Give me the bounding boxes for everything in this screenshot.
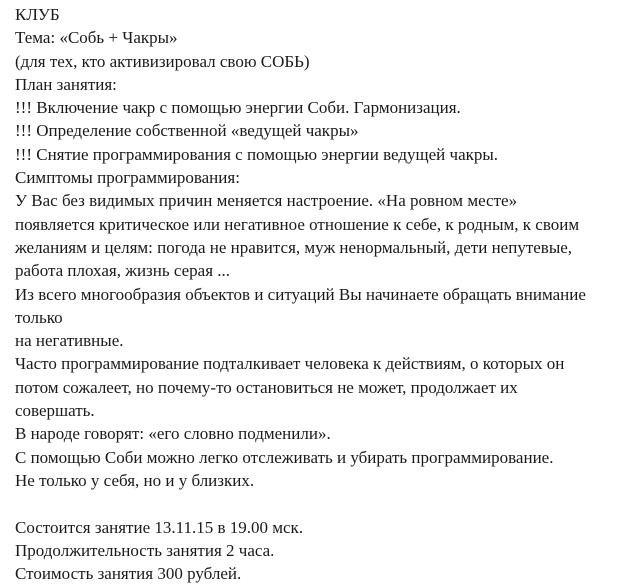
text-line: У Вас без видимых причин меняется настроение. «На ровном месте» — [15, 191, 518, 211]
text-line: желаниям и целям: погода не нравится, муж ненормальный, дети непутевые, — [15, 237, 573, 257]
text-line: потом сожалеет, но почему-то остановиться не может, продолжает их — [15, 377, 518, 397]
text-line: только — [15, 307, 63, 327]
text-line: С помощью Соби можно легко отслеживать и убирать программирование. — [15, 447, 554, 467]
plan-item: !!! Включение чакр с помощью энергии Соби. Гармонизация. — [15, 98, 461, 118]
blank-line — [15, 492, 634, 515]
session-date: Состоится занятие 13.11.15 в 19.00 мск. — [15, 517, 304, 537]
audience-note: (для тех, кто активизировал свою СОБЬ) — [15, 51, 310, 71]
plan-item: !!! Снятие программирования с помощью энергии ведущей чакры. — [15, 144, 499, 164]
symptoms-heading: Симптомы программирования: — [15, 168, 240, 188]
session-price: Стоимость занятия 300 рублей. — [15, 564, 242, 584]
text-line: Часто программирование подталкивает человека к действиям, о которых он — [15, 354, 565, 374]
text-line: работа плохая, жизнь серая ... — [15, 261, 231, 281]
session-duration: Продолжительность занятия 2 часа. — [15, 540, 275, 560]
club-heading: КЛУБ — [15, 5, 60, 24]
text-line: совершать. — [15, 401, 95, 421]
text-line: появляется критическое или негативное отношение к себе, к родным, к своим — [15, 214, 580, 234]
topic-line: Тема: «Собь + Чакры» — [15, 28, 178, 48]
text-line: Не только у себя, но и у близких. — [15, 470, 255, 490]
plan-item: !!! Определение собственной «ведущей чакры» — [15, 121, 359, 141]
text-line: на негативные. — [15, 331, 124, 351]
text-line: В народе говорят: «его словно подменили». — [15, 424, 331, 444]
text-line: Из всего многообразия объектов и ситуаций Вы начинаете обращать внимание — [15, 284, 586, 304]
plan-heading: План занятия: — [15, 74, 117, 94]
